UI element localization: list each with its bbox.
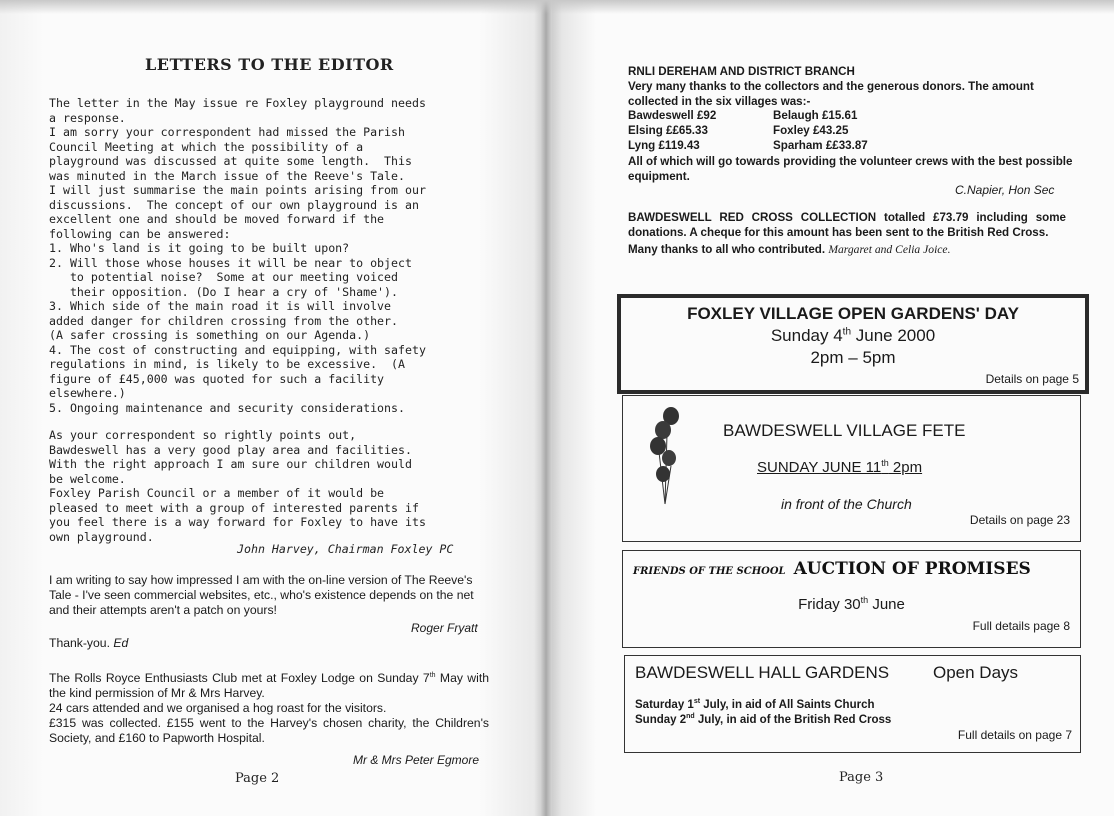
letter-line: regulations in mind, is likely to be excessive. (A xyxy=(49,357,405,371)
letter-line: figure of £45,000 was quoted for such a facility xyxy=(49,371,385,386)
rolls-line-3: £315 was collected. £155 went to the Harvey's chosen charity, the Children's Society, and £160 to Papworth Hospital. xyxy=(49,716,489,746)
hall-gardens-sunday: Sunday 2nd July, in aid of the British Red Cross xyxy=(635,713,892,726)
letter-line: their opposition. (Do I hear a cry of 'Shame'). xyxy=(49,284,399,299)
letter-line: 3. Which side of the main road it is will involve xyxy=(49,299,392,313)
letter-line: elsewhere.) xyxy=(49,386,126,400)
letter-playground-continued xyxy=(49,428,494,544)
amount-foxley: Foxley £43.25 xyxy=(773,124,849,137)
letter-line: I am sorry your correspondent had missed the Parish xyxy=(49,125,405,139)
rnli-closing: All of which will go towards providing the volunteer crews with the best possible equipment. xyxy=(628,155,1073,183)
amount-beleaugh: Belaugh £15.61 xyxy=(773,109,858,122)
auction-heading xyxy=(633,559,1031,579)
letter-line: Council Meeting at which the possibility of a xyxy=(49,139,364,154)
letter-line: following can be answered: xyxy=(49,226,231,241)
rolls-line-2: 24 cars attended and we organised a hog roast for the visitors. xyxy=(49,701,387,716)
letter-line: excellent one and should be moved forward if the xyxy=(49,212,385,226)
hall-gardens-box xyxy=(624,655,1081,753)
fete-date: SUNDAY JUNE 11th 2pm xyxy=(757,458,923,476)
open-gardens-box xyxy=(617,294,1089,394)
auction-details: Full details page 8 xyxy=(972,619,1070,633)
report-signature: Mr & Mrs Peter Egmore xyxy=(353,753,480,767)
amount-sparham: Sparham ££33.87 xyxy=(773,139,868,152)
hall-gardens-details: Full details on page 7 xyxy=(957,728,1072,742)
letter-line: was minuted in the March issue of the Reeve's Tale. xyxy=(49,168,405,183)
letter-line: to potential noise? Some at our meeting voiced xyxy=(49,270,399,284)
letter-line: 5. Ongoing maintenance and security considerations. xyxy=(49,400,405,415)
letter-line: own playground. xyxy=(49,529,154,544)
editor-initials: Ed xyxy=(113,636,129,650)
auction-box xyxy=(622,550,1081,648)
village-fete-box xyxy=(622,395,1081,542)
letter-line: playground was discussed at quite some length. This xyxy=(49,154,412,168)
letter-website-praise: I am writing to say how impressed I am with the on-line version of The Reeve's Tale - I've seen commercial websites, etc., who's existence depends on the net and their attempts aren't a patch on yours! xyxy=(49,573,474,617)
letter-line: (A safer crossing is something on our Agenda.) xyxy=(49,328,371,342)
letter-line: you feel there is a way forward for Foxley to have its xyxy=(49,515,426,529)
page-title: LETTERS TO THE EDITOR xyxy=(145,55,394,74)
open-gardens-date: Sunday 4th June 2000 xyxy=(770,326,936,345)
letter-line: I will just summarise the main points arising from our xyxy=(49,183,426,197)
auction-title: AUCTION OF PROMISES xyxy=(793,559,1031,579)
letter-line: Foxley Parish Council or a member of it would be xyxy=(49,486,385,500)
balloons-icon xyxy=(649,404,685,508)
fete-title: BAWDESWELL VILLAGE FETE xyxy=(723,421,966,440)
fete-location: in front of the Church xyxy=(781,496,912,512)
open-gardens-details: Details on page 5 xyxy=(985,372,1079,386)
fete-details: Details on page 23 xyxy=(969,513,1070,527)
letter-line: With the right approach I am sure our children would xyxy=(49,457,412,471)
rnli-notice xyxy=(628,64,1073,109)
letter-line: 2. Will those whose houses it will be near to object xyxy=(49,255,412,270)
letter-line: The letter in the May issue re Foxley playground needs xyxy=(49,96,426,110)
open-gardens-time: 2pm – 5pm xyxy=(810,348,896,367)
editor-thanks xyxy=(49,636,489,651)
letter-playground xyxy=(49,96,494,415)
hall-gardens-saturday: Saturday 1st July, in aid of All Saints Church xyxy=(635,698,875,711)
page-number: Page 3 xyxy=(839,770,884,785)
letter-line: a response. xyxy=(49,110,126,125)
rnli-signature: C.Napier, Hon Sec xyxy=(955,183,1055,197)
rolls-royce-report xyxy=(49,668,489,746)
page-number: Page 2 xyxy=(235,771,280,786)
auction-prefix: FRIENDS OF THE SCHOOL xyxy=(633,566,786,577)
letter-line: pleased to meet with a group of interested parents if xyxy=(49,500,419,515)
letter-line: 4. The cost of constructing and equipping, with safety xyxy=(49,342,426,357)
auction-date: Friday 30th June xyxy=(798,595,905,613)
letter-line: be welcome. xyxy=(49,471,126,486)
amount-bawdeswell: Bawdeswell £92 xyxy=(628,109,717,122)
letter-line: discussions. The concept of our own playground is an xyxy=(49,197,419,212)
rolls-paragraph: The Rolls Royce Enthusiasts Club met at Foxley Lodge on Sunday 7th May with the kind permission of Mr & Mrs Harvey. xyxy=(49,671,489,701)
hall-gardens-subtitle: Open Days xyxy=(933,663,1019,682)
rnli-heading: RNLI DEREHAM AND DISTRICT BRANCH xyxy=(628,65,855,78)
red-cross-thanks: Many thanks to all who contributed. Margaret and Celia Joice. xyxy=(628,243,951,256)
letter-line: 1. Who's land is it going to be built upon? xyxy=(49,241,350,255)
rnli-intro: Very many thanks to the collectors and the generous donors. The amount collected in the six villages was:- xyxy=(628,80,1034,108)
amount-lyng: Lyng £119.43 xyxy=(628,139,700,152)
thanks-text: Thank-you. xyxy=(49,636,110,650)
red-cross-notice xyxy=(628,210,1066,257)
amount-elsing: Elsing ££65.33 xyxy=(628,124,708,137)
red-cross-text: BAWDESWELL RED CROSS COLLECTION totalled £73.79 including some donations. A cheque for this amount has been sent to the British Red Cross. xyxy=(628,211,1066,239)
scan-shadow xyxy=(0,0,1114,14)
letter-line: Bawdeswell has a very good play area and facilities. xyxy=(49,442,412,457)
letter-line: added danger for children crossing from the other. xyxy=(49,313,399,328)
hall-gardens-title: BAWDESWELL HALL GARDENS xyxy=(635,663,890,682)
letter-line: As your correspondent so rightly points out, xyxy=(49,428,357,442)
letter-signature: Roger Fryatt xyxy=(411,621,478,635)
open-gardens-title: FOXLEY VILLAGE OPEN GARDENS' DAY xyxy=(687,304,1019,323)
page-gutter xyxy=(540,0,552,816)
letter-signature: John Harvey, Chairman Foxley PC xyxy=(237,542,454,556)
